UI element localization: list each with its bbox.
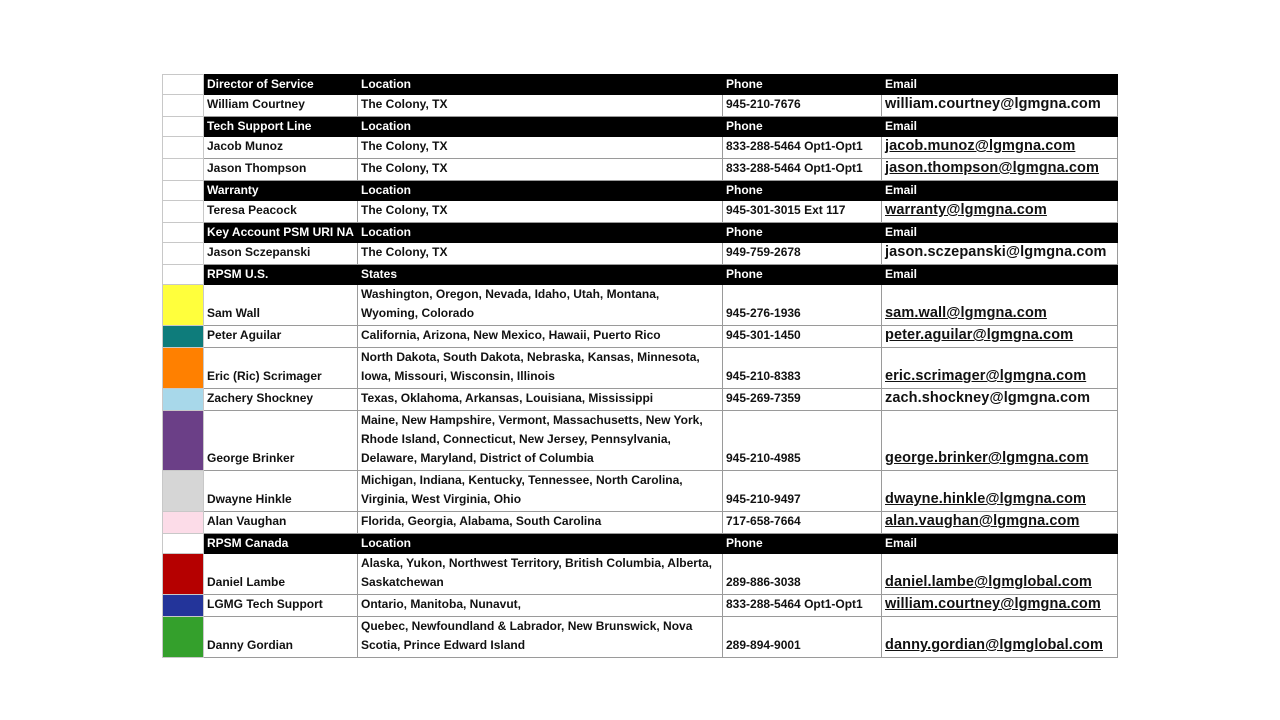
contact-location: The Colony, TX bbox=[358, 201, 723, 223]
section-header-warranty bbox=[163, 181, 1118, 201]
contact-email-link[interactable]: george.brinker@lgmgna.com bbox=[882, 411, 1118, 471]
column-header-location: Location bbox=[358, 534, 723, 554]
contact-location: Quebec, Newfoundland & Labrador, New Brunswick, Nova Scotia, Prince Edward Island bbox=[358, 617, 723, 658]
contact-phone: 945-210-7676 bbox=[723, 95, 882, 117]
contact-location: Washington, Oregon, Nevada, Idaho, Utah, Montana, Wyoming, Colorado bbox=[358, 285, 723, 326]
header-swatch-cell bbox=[163, 75, 204, 95]
contact-email-link[interactable]: jacob.munoz@lgmgna.com bbox=[882, 137, 1118, 159]
section-title: Warranty bbox=[204, 181, 358, 201]
contact-phone: 289-886-3038 bbox=[723, 554, 882, 595]
contact-row bbox=[163, 554, 1118, 595]
region-color-swatch bbox=[163, 554, 204, 595]
section-header-key-account bbox=[163, 223, 1118, 243]
contact-name: Dwayne Hinkle bbox=[204, 471, 358, 512]
contact-location: Texas, Oklahoma, Arkansas, Louisiana, Mississippi bbox=[358, 389, 723, 411]
contact-location: The Colony, TX bbox=[358, 159, 723, 181]
contact-row bbox=[163, 95, 1118, 117]
region-color-swatch bbox=[163, 243, 204, 265]
contact-email-link[interactable]: danny.gordian@lgmglobal.com bbox=[882, 617, 1118, 658]
contact-location: Alaska, Yukon, Northwest Territory, British Columbia, Alberta, Saskatchewan bbox=[358, 554, 723, 595]
contact-row bbox=[163, 285, 1118, 326]
region-color-swatch bbox=[163, 285, 204, 326]
contact-location: Florida, Georgia, Alabama, South Carolina bbox=[358, 512, 723, 534]
contact-name: Danny Gordian bbox=[204, 617, 358, 658]
column-header-email: Email bbox=[882, 75, 1118, 95]
contact-email-link[interactable]: dwayne.hinkle@lgmgna.com bbox=[882, 471, 1118, 512]
header-swatch-cell bbox=[163, 534, 204, 554]
section-header-rpsm-us bbox=[163, 265, 1118, 285]
column-header-email: Email bbox=[882, 534, 1118, 554]
contact-phone: 945-210-4985 bbox=[723, 411, 882, 471]
contact-phone: 833-288-5464 Opt1-Opt1 bbox=[723, 137, 882, 159]
contact-location: The Colony, TX bbox=[358, 243, 723, 265]
region-color-swatch bbox=[163, 512, 204, 534]
section-header-tech-support-line bbox=[163, 117, 1118, 137]
contact-name: Jacob Munoz bbox=[204, 137, 358, 159]
contact-row bbox=[163, 137, 1118, 159]
contact-phone: 717-658-7664 bbox=[723, 512, 882, 534]
contact-phone: 945-210-8383 bbox=[723, 348, 882, 389]
contact-name: Sam Wall bbox=[204, 285, 358, 326]
contact-directory-table bbox=[162, 74, 1118, 658]
section-title: RPSM Canada bbox=[204, 534, 358, 554]
contact-location: California, Arizona, New Mexico, Hawaii, Puerto Rico bbox=[358, 326, 723, 348]
contact-directory-body bbox=[163, 75, 1118, 658]
contact-name: Peter Aguilar bbox=[204, 326, 358, 348]
contact-email-link[interactable]: sam.wall@lgmgna.com bbox=[882, 285, 1118, 326]
contact-email-link[interactable]: daniel.lambe@lgmglobal.com bbox=[882, 554, 1118, 595]
contact-phone: 289-894-9001 bbox=[723, 617, 882, 658]
contact-phone: 945-301-1450 bbox=[723, 326, 882, 348]
region-color-swatch bbox=[163, 389, 204, 411]
contact-row bbox=[163, 411, 1118, 471]
contact-location: The Colony, TX bbox=[358, 95, 723, 117]
contact-phone: 945-210-9497 bbox=[723, 471, 882, 512]
column-header-phone: Phone bbox=[723, 223, 882, 243]
contact-phone: 833-288-5464 Opt1-Opt1 bbox=[723, 159, 882, 181]
contact-phone: 833-288-5464 Opt1-Opt1 bbox=[723, 595, 882, 617]
contact-name: Teresa Peacock bbox=[204, 201, 358, 223]
region-color-swatch bbox=[163, 137, 204, 159]
contact-name: Alan Vaughan bbox=[204, 512, 358, 534]
contact-row bbox=[163, 595, 1118, 617]
contact-name: Eric (Ric) Scrimager bbox=[204, 348, 358, 389]
column-header-location: States bbox=[358, 265, 723, 285]
contact-phone: 949-759-2678 bbox=[723, 243, 882, 265]
column-header-phone: Phone bbox=[723, 117, 882, 137]
contact-location: Ontario, Manitoba, Nunavut, bbox=[358, 595, 723, 617]
contact-name: Zachery Shockney bbox=[204, 389, 358, 411]
contact-name: LGMG Tech Support bbox=[204, 595, 358, 617]
contact-row bbox=[163, 201, 1118, 223]
region-color-swatch bbox=[163, 159, 204, 181]
region-color-swatch bbox=[163, 201, 204, 223]
section-header-director bbox=[163, 75, 1118, 95]
region-color-swatch bbox=[163, 471, 204, 512]
region-color-swatch bbox=[163, 348, 204, 389]
contact-row bbox=[163, 512, 1118, 534]
contact-row bbox=[163, 389, 1118, 411]
contact-phone: 945-276-1936 bbox=[723, 285, 882, 326]
column-header-email: Email bbox=[882, 265, 1118, 285]
column-header-location: Location bbox=[358, 117, 723, 137]
contact-row bbox=[163, 471, 1118, 512]
contact-email-link[interactable]: peter.aguilar@lgmgna.com bbox=[882, 326, 1118, 348]
contact-row bbox=[163, 326, 1118, 348]
header-swatch-cell bbox=[163, 265, 204, 285]
region-color-swatch bbox=[163, 326, 204, 348]
header-swatch-cell bbox=[163, 181, 204, 201]
contact-location: The Colony, TX bbox=[358, 137, 723, 159]
contact-email-link[interactable]: alan.vaughan@lgmgna.com bbox=[882, 512, 1118, 534]
contact-name: Jason Sczepanski bbox=[204, 243, 358, 265]
column-header-phone: Phone bbox=[723, 265, 882, 285]
contact-phone: 945-269-7359 bbox=[723, 389, 882, 411]
contact-phone: 945-301-3015 Ext 117 bbox=[723, 201, 882, 223]
column-header-email: Email bbox=[882, 223, 1118, 243]
section-title: Director of Service bbox=[204, 75, 358, 95]
region-color-swatch bbox=[163, 411, 204, 471]
section-header-rpsm-canada bbox=[163, 534, 1118, 554]
contact-email-link[interactable]: jason.thompson@lgmgna.com bbox=[882, 159, 1118, 181]
region-color-swatch bbox=[163, 595, 204, 617]
section-title: RPSM U.S. bbox=[204, 265, 358, 285]
contact-row bbox=[163, 617, 1118, 658]
column-header-phone: Phone bbox=[723, 75, 882, 95]
contact-name: George Brinker bbox=[204, 411, 358, 471]
contact-email-link[interactable]: william.courtney@lgmgna.com bbox=[882, 95, 1118, 117]
contact-location: Maine, New Hampshire, Vermont, Massachusetts, New York, Rhode Island, Connecticut, New Jersey, Pennsylvania, Delaware, Maryland, District of Columbia bbox=[358, 411, 723, 471]
contact-email-link[interactable]: warranty@lgmgna.com bbox=[882, 201, 1118, 223]
column-header-location: Location bbox=[358, 181, 723, 201]
column-header-location: Location bbox=[358, 75, 723, 95]
section-title: Key Account PSM URI NA bbox=[204, 223, 358, 243]
contact-email-link[interactable]: zach.shockney@lgmgna.com bbox=[882, 389, 1118, 411]
contact-name: Jason Thompson bbox=[204, 159, 358, 181]
contact-name: William Courtney bbox=[204, 95, 358, 117]
header-swatch-cell bbox=[163, 223, 204, 243]
contact-row bbox=[163, 243, 1118, 265]
region-color-swatch bbox=[163, 95, 204, 117]
contact-location: North Dakota, South Dakota, Nebraska, Kansas, Minnesota, Iowa, Missouri, Wisconsin, Illinois bbox=[358, 348, 723, 389]
column-header-email: Email bbox=[882, 117, 1118, 137]
contact-row bbox=[163, 348, 1118, 389]
column-header-location: Location bbox=[358, 223, 723, 243]
contact-email-link[interactable]: william.courtney@lgmgna.com bbox=[882, 595, 1118, 617]
column-header-phone: Phone bbox=[723, 181, 882, 201]
region-color-swatch bbox=[163, 617, 204, 658]
contact-row bbox=[163, 159, 1118, 181]
column-header-phone: Phone bbox=[723, 534, 882, 554]
contact-location: Michigan, Indiana, Kentucky, Tennessee, North Carolina, Virginia, West Virginia, Ohio bbox=[358, 471, 723, 512]
contact-email-link[interactable]: jason.sczepanski@lgmgna.com bbox=[882, 243, 1118, 265]
contact-email-link[interactable]: eric.scrimager@lgmgna.com bbox=[882, 348, 1118, 389]
header-swatch-cell bbox=[163, 117, 204, 137]
column-header-email: Email bbox=[882, 181, 1118, 201]
section-title: Tech Support Line bbox=[204, 117, 358, 137]
contact-name: Daniel Lambe bbox=[204, 554, 358, 595]
